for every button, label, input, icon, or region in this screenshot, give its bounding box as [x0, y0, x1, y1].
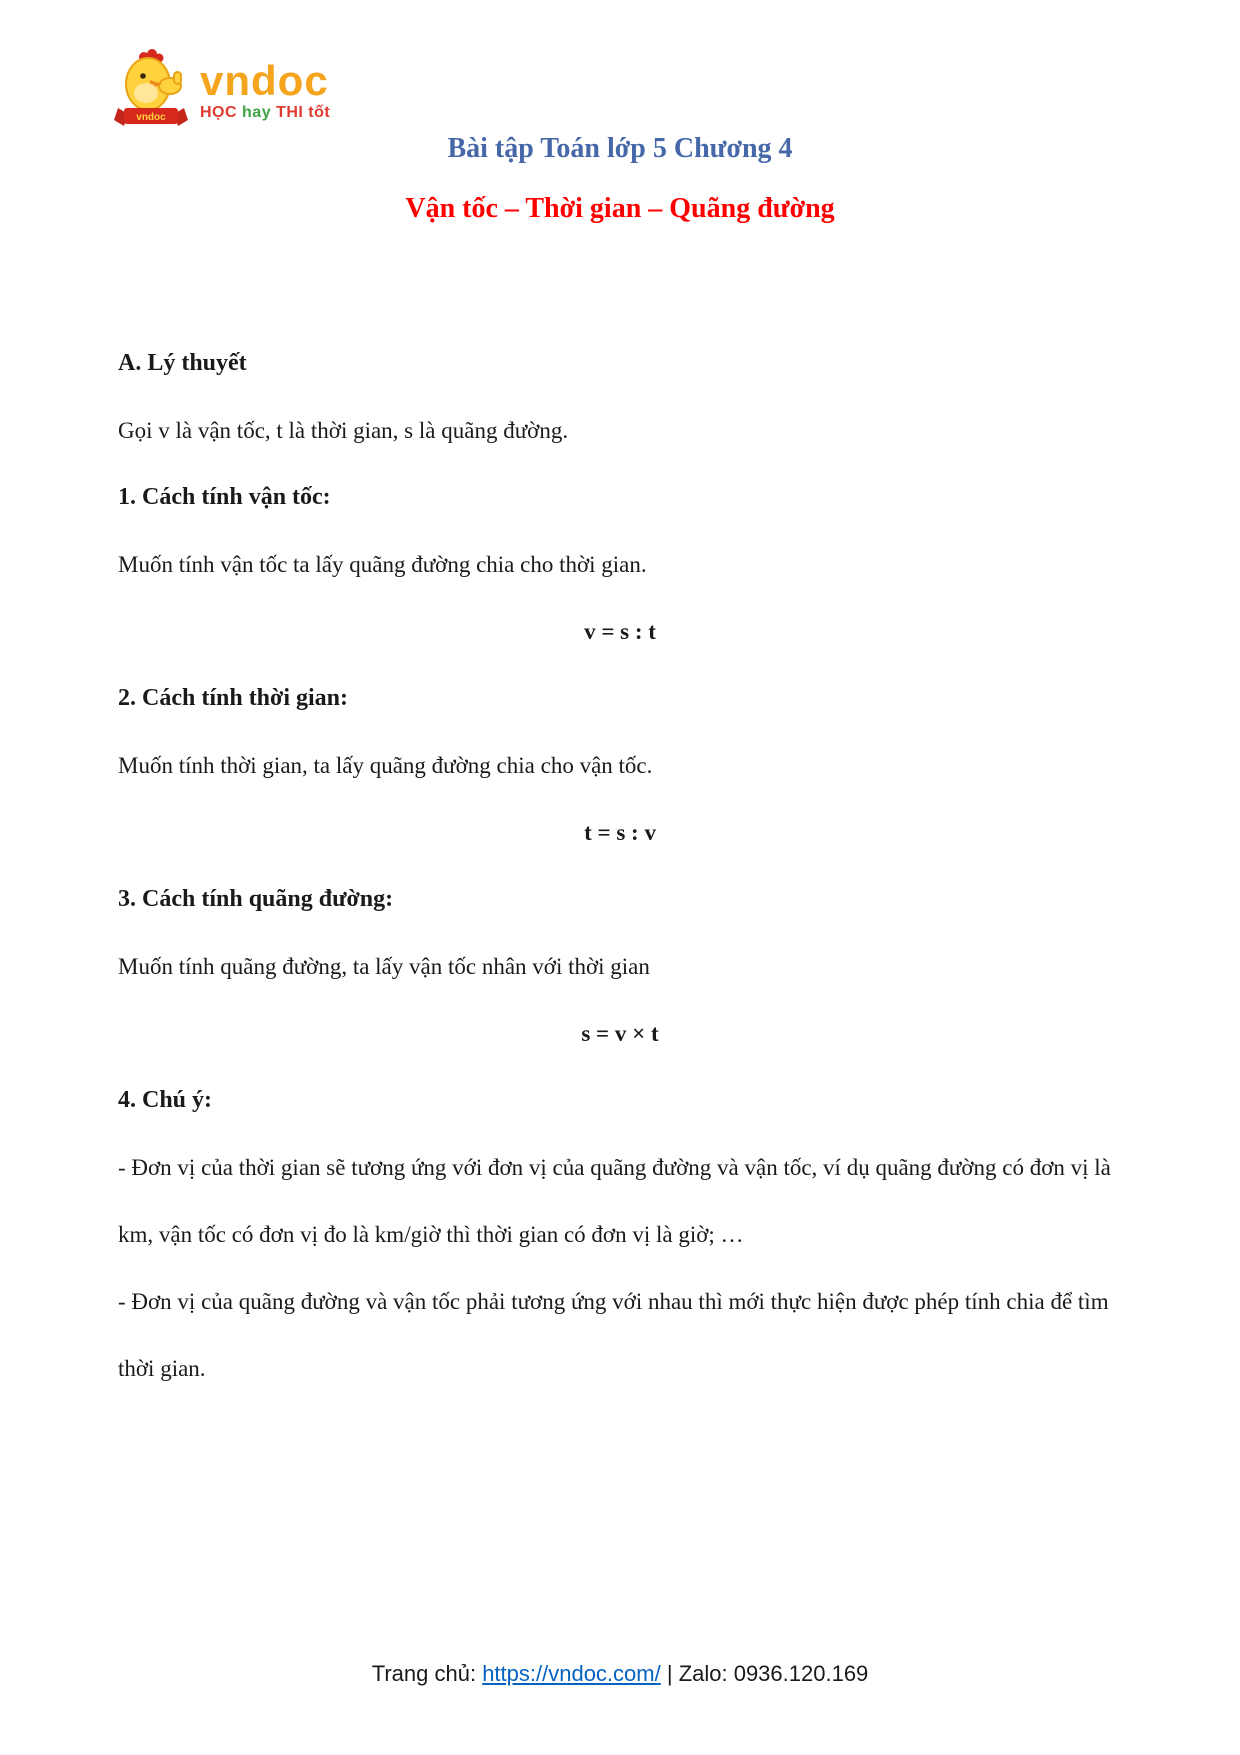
- footer-zalo: Zalo: 0936.120.169: [678, 1661, 869, 1686]
- page-title: Bài tập Toán lớp 5 Chương 4: [447, 133, 793, 164]
- section-heading-3: 3. Cách tính quãng đường:: [118, 886, 394, 912]
- section-body-1: Muốn tính vận tốc ta lấy quãng đường chia cho thời gian.: [118, 552, 647, 577]
- formula-velocity: v = s : t: [584, 619, 656, 644]
- section-heading-theory: A. Lý thuyết: [118, 350, 247, 376]
- page-footer: [0, 1661, 1240, 1687]
- brand-wordmark: vndoc: [200, 56, 329, 104]
- section-body-3: Muốn tính quãng đường, ta lấy vận tốc nhân với thời gian: [118, 954, 650, 979]
- footer-separator: |: [666, 1661, 673, 1686]
- note-unit-division: - Đơn vị của quãng đường và vận tốc phải tương ứng với nhau thì mới thực hiện được phép tính chia để tìm thời gian.: [118, 1289, 1109, 1381]
- note-unit-correspondence: - Đơn vị của thời gian sẽ tương ứng với đơn vị của quãng đường và vận tốc, ví dụ quãng đường có đơn vị là km, vận tốc có đơn vị đo là km/giờ thì thời gian có đơn vị là giờ; …: [118, 1155, 1111, 1247]
- section-body-2: Muốn tính thời gian, ta lấy quãng đường chia cho vận tốc.: [118, 753, 653, 778]
- tagline-word-thi: THI: [276, 103, 304, 121]
- document-content: [0, 132, 1240, 1402]
- section-heading-4: 4. Chú ý:: [118, 1087, 213, 1113]
- formula-distance: s = v × t: [581, 1021, 659, 1046]
- page-subtitle: Vận tốc – Thời gian – Quãng đường: [405, 193, 835, 224]
- chicken-mascot-icon: [110, 48, 192, 132]
- tagline-word-hay: hay: [242, 103, 272, 121]
- theory-body: [118, 330, 1122, 1402]
- section-heading-1: 1. Cách tính vận tốc:: [118, 484, 331, 510]
- tagline-word-tot: tốt: [308, 103, 331, 121]
- homepage-link[interactable]: https://vndoc.com/: [482, 1661, 661, 1686]
- theory-intro: Gọi v là vận tốc, t là thời gian, s là quãng đường.: [118, 418, 569, 443]
- logo-tagline: [200, 105, 330, 121]
- formula-time: t = s : v: [584, 820, 656, 845]
- logo-text: [200, 56, 331, 121]
- section-heading-2: 2. Cách tính thời gian:: [118, 685, 348, 711]
- footer-prefix: Trang chủ:: [371, 1661, 477, 1686]
- tagline-word-hoc: HỌC: [200, 103, 238, 121]
- ribbon-text: vndoc: [136, 112, 166, 123]
- vndoc-logo: [110, 48, 330, 132]
